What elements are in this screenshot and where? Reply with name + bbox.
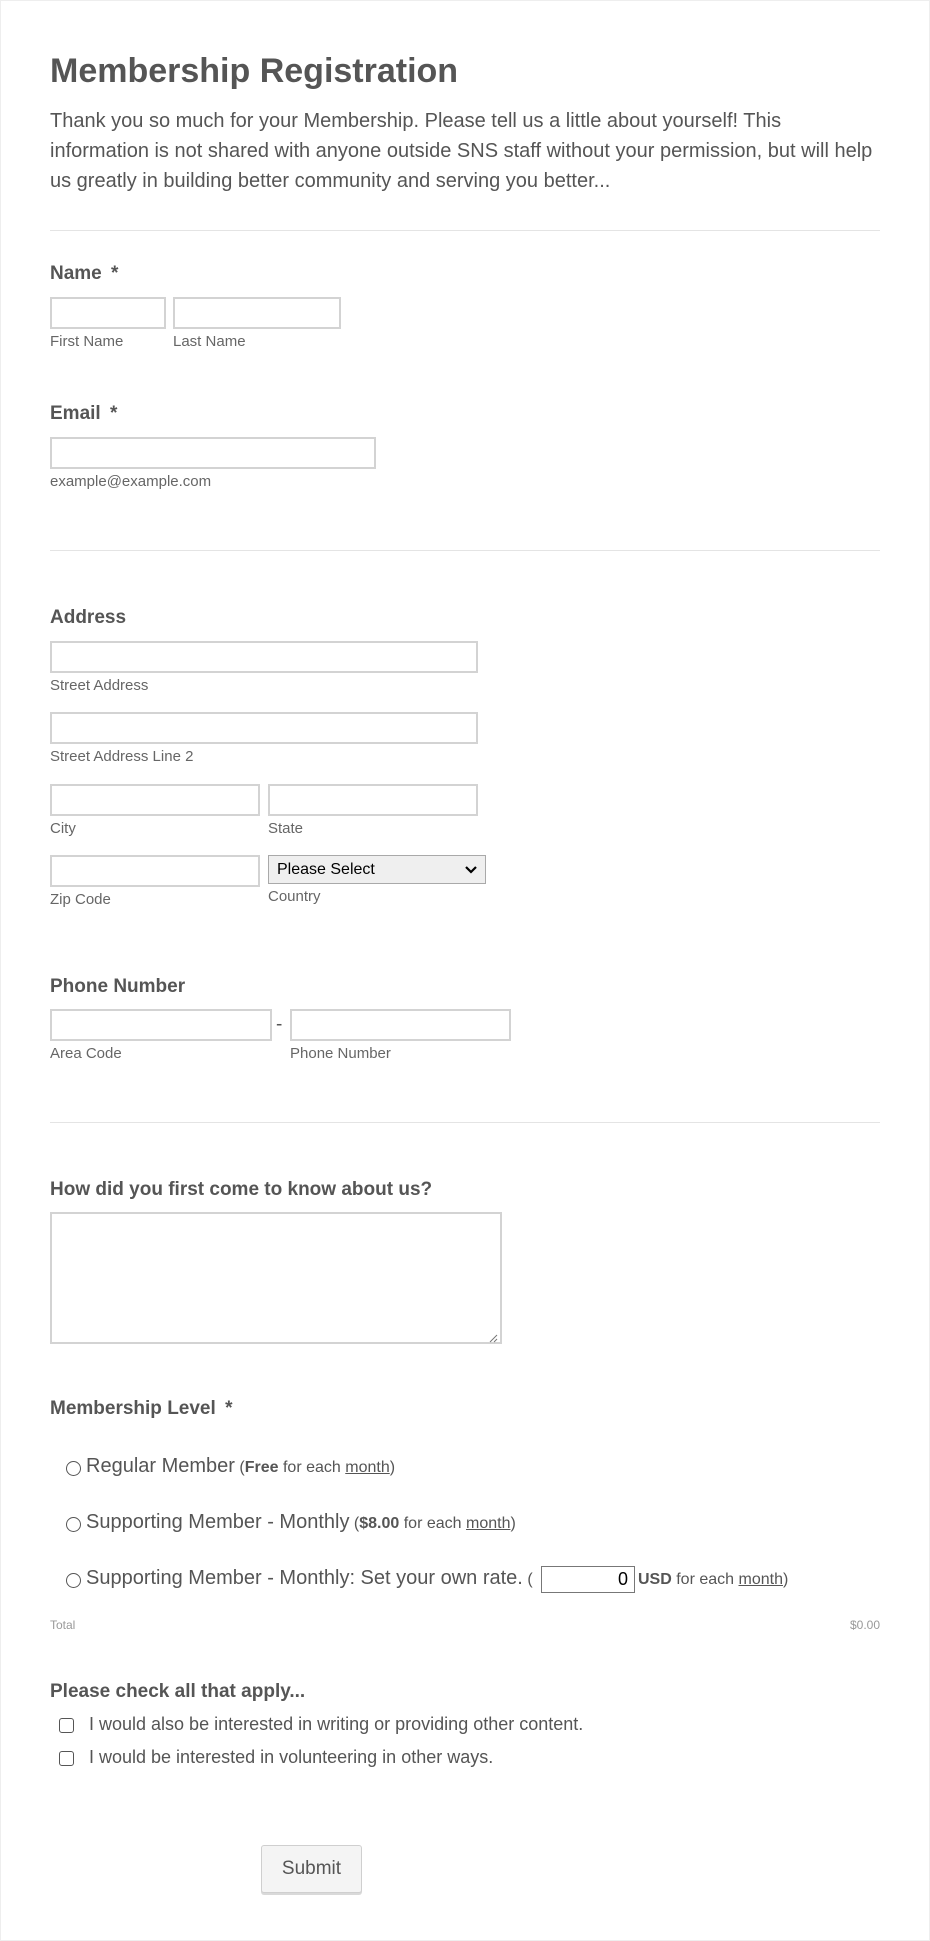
option-supporting-custom-rate[interactable] [86,1567,533,1590]
option-price: Free [244,1459,279,1476]
referral-textarea[interactable] [50,1212,502,1344]
country-select-value: Please Select [277,860,375,878]
option-name: Supporting Member - Monthly [86,1511,350,1533]
total-value: $0.00 [849,1618,880,1632]
total-label: Total [50,1618,76,1632]
option-name: Regular Member [86,1455,235,1477]
required-marker: * [225,1398,233,1419]
name-label-text: Name [50,263,102,284]
membership-level-label [50,1398,232,1420]
paren: ) [389,1459,396,1476]
membership-level-label-text: Membership Level [50,1398,216,1419]
last-name-sublabel: Last Name [173,333,246,350]
address-label: Address [50,607,127,628]
city-sublabel: City [50,820,76,837]
zip-code-sublabel: Zip Code [50,891,111,908]
checkbox-writing-content[interactable] [59,1718,74,1733]
area-code-input[interactable] [50,1009,272,1041]
custom-rate-amount-input[interactable]: 0 [541,1566,635,1593]
radio-regular-member[interactable] [66,1461,81,1476]
chevron-down-icon [465,861,477,879]
email-label [50,403,117,425]
email-label-text: Email [50,403,101,424]
paren: ( [527,1571,533,1588]
custom-rate-suffix [638,1571,788,1589]
street-address-line2-sublabel: Street Address Line 2 [50,748,194,765]
radio-supporting-monthly[interactable] [66,1517,81,1532]
option-period: month [345,1459,390,1476]
first-name-sublabel: First Name [50,333,124,350]
city-input[interactable] [50,784,260,816]
paren: ) [510,1515,516,1532]
form-title: Membership Registration [50,52,459,90]
phone-separator: - [276,1014,283,1035]
phone-label: Phone Number [50,976,186,997]
radio-supporting-custom-rate[interactable] [66,1573,81,1588]
paren: ) [782,1571,789,1588]
checks-label: Please check all that apply... [50,1681,306,1702]
name-label [50,263,118,285]
option-price: $8.00 [359,1515,400,1532]
divider [50,550,880,551]
divider [50,230,880,231]
paren: ( [353,1515,360,1532]
zip-code-input[interactable] [50,855,260,887]
checkbox-volunteering-label[interactable]: I would be interested in volunteering in other ways. [89,1747,494,1767]
form-intro: Thank you so much for your Membership. Please tell us a little about yourself! This information is not shared with anyone outside SNS staff without your permission, but will help us greatly in building better community and serving you better... [50,110,873,192]
country-sublabel: Country [268,888,321,905]
area-code-sublabel: Area Code [50,1045,122,1062]
paren: ( [239,1459,245,1476]
option-period: month [466,1515,511,1532]
state-input[interactable] [268,784,478,816]
street-address-input[interactable] [50,641,478,673]
phone-number-input[interactable] [290,1009,511,1041]
option-for-each: for each [403,1515,462,1532]
option-supporting-monthly[interactable] [86,1511,516,1534]
option-currency: USD [638,1571,672,1588]
referral-label: How did you first come to know about us? [50,1179,433,1200]
checkbox-writing-content-label[interactable]: I would also be interested in writing or providing other content. [89,1714,584,1734]
checkbox-volunteering[interactable] [59,1751,74,1766]
street-address-line2-input[interactable] [50,712,478,744]
required-marker: * [111,263,119,284]
email-sublabel: example@example.com [50,473,212,490]
first-name-input[interactable] [50,297,166,329]
option-regular-member[interactable] [86,1455,395,1478]
street-address-sublabel: Street Address [50,677,149,694]
option-for-each: for each [676,1571,735,1588]
resize-grip-icon[interactable] [488,1330,498,1340]
option-period: month [738,1571,783,1588]
divider [50,1122,880,1123]
country-select[interactable] [268,855,486,884]
last-name-input[interactable] [173,297,341,329]
email-input[interactable] [50,437,376,469]
submit-button[interactable]: Submit [261,1845,362,1893]
option-name: Supporting Member - Monthly: Set your own rate. [86,1567,523,1589]
phone-number-sublabel: Phone Number [290,1045,391,1062]
state-sublabel: State [268,820,304,837]
option-for-each: for each [282,1459,341,1476]
required-marker: * [109,403,118,424]
